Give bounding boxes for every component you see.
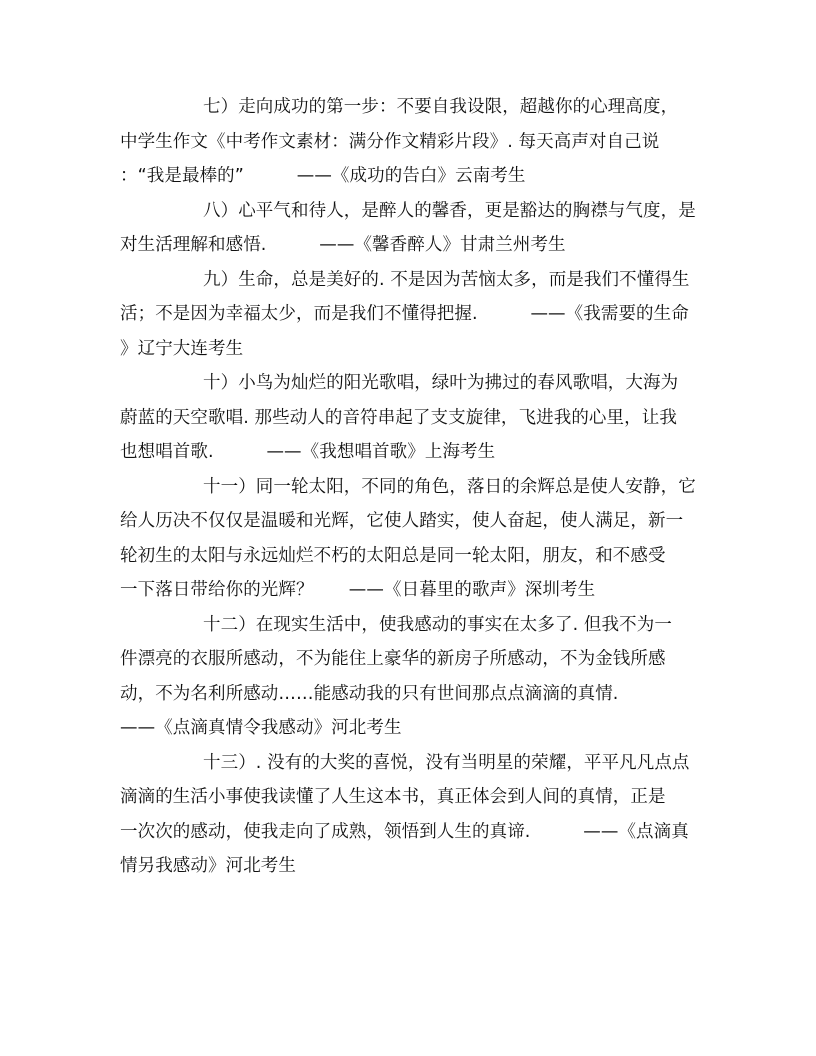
paragraph-line: 十）小鸟为灿烂的阳光歌唱，绿叶为拂过的春风歌唱，大海为 — [203, 373, 679, 393]
paragraph-line: 也想唱首歌. ——《我想唱首歌》上海考生 — [120, 442, 496, 462]
paragraph-line: 活；不是因为幸福太少，而是我们不懂得把握. ——《我需要的生命 — [120, 304, 689, 324]
paragraph-line: 八）心平气和待人，是醉人的馨香，更是豁达的胸襟与气度，是 — [203, 200, 696, 221]
paragraph-9 — [120, 263, 692, 367]
paragraph-line: 一次次的感动，使我走向了成熟，领悟到人生的真谛. ——《点滴真 — [120, 821, 689, 842]
document-page — [120, 90, 696, 884]
paragraph-line: 蔚蓝的天空歌唱. 那些动人的音符串起了支支旋律，飞进我的心里，让我 — [120, 407, 677, 428]
paragraph-line: 一下落日带给你的光辉？ ——《日暮里的歌声》深圳考生 — [120, 580, 596, 600]
paragraph-7 — [120, 90, 692, 194]
paragraph-line: 件漂亮的衣服所感动，不为能住上豪华的新房子所感动，不为金钱所感 — [120, 649, 666, 669]
paragraph-line: 情另我感动》河北考生 — [120, 856, 296, 876]
paragraph-line: 七）走向成功的第一步：不要自我设限，超越你的心理高度， — [203, 97, 679, 117]
paragraph-line: ——《点滴真情令我感动》河北考生 — [120, 718, 402, 738]
paragraph-10 — [120, 366, 692, 470]
paragraph-line: 》辽宁大连考生 — [120, 338, 244, 359]
paragraph-line: 轮初生的太阳与永远灿烂不朽的太阳总是同一轮太阳，朋友，和不感受 — [120, 545, 666, 566]
paragraph-line: 给人历决不仅仅是温暖和光辉，它使人踏实，使人奋起，使人满足，新一 — [120, 511, 684, 531]
paragraph-line: 滴滴的生活小事使我读懂了人生这本书，真正体会到人间的真情，正是 — [120, 787, 666, 807]
paragraph-line: 十二）在现实生活中，使我感动的事实在太多了. 但我不为一 — [203, 614, 672, 635]
paragraph-12 — [120, 608, 692, 746]
paragraph-8 — [120, 194, 696, 263]
paragraph-line: 九）生命，总是美好的. 不是因为苦恼太多，而是我们不懂得生 — [203, 269, 690, 290]
paragraph-line: 十一）同一轮太阳，不同的角色，落日的余辉总是使人安静，它 — [203, 476, 696, 497]
paragraph-line: 十三）. 没有的大奖的喜悦，没有当明星的荣耀，平平凡凡点点 — [203, 752, 690, 773]
paragraph-13 — [120, 746, 692, 884]
paragraph-line: 中学生作文《中考作文素材：满分作文精彩片段》. 每天高声对自己说 — [120, 131, 660, 152]
paragraph-line: ：“我是最棒的” ——《成功的告白》云南考生 — [120, 166, 526, 186]
paragraph-line: 动，不为名利所感动……能感动我的只有世间那点点滴滴的真情. — [120, 683, 619, 704]
paragraph-11 — [120, 470, 696, 608]
paragraph-line: 对生活理解和感悟. ——《馨香醉人》甘肃兰州考生 — [120, 235, 566, 255]
